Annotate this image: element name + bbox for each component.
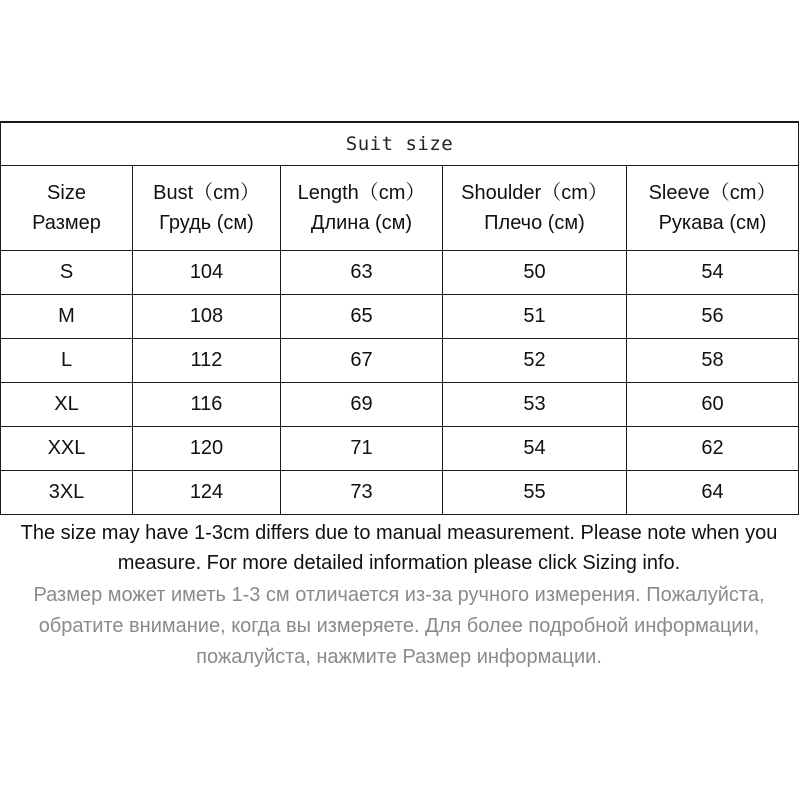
size-cell: 3XL xyxy=(1,471,133,515)
size-cell: XL xyxy=(1,383,133,427)
size-cell: M xyxy=(1,295,133,339)
table-header-row xyxy=(1,166,799,251)
length-cell: 71 xyxy=(281,427,443,471)
header-length xyxy=(281,166,443,251)
sleeve-cell: 56 xyxy=(627,295,799,339)
length-cell: 67 xyxy=(281,339,443,383)
size-cell: S xyxy=(1,251,133,295)
sleeve-cell: 60 xyxy=(627,383,799,427)
bust-cell: 120 xyxy=(133,427,281,471)
header-bust xyxy=(133,166,281,251)
header-bust-ru: Грудь (см) xyxy=(159,212,254,234)
length-cell: 63 xyxy=(281,251,443,295)
table-row xyxy=(1,251,799,295)
note-english: The size may have 1-3cm differs due to manual measurement. Please note when you measure. For more detailed information please click Sizing info. xyxy=(20,522,778,574)
bust-cell: 112 xyxy=(133,339,281,383)
header-length-ru: Длина (см) xyxy=(310,212,413,234)
bust-cell: 124 xyxy=(133,471,281,515)
header-size-ru: Размер xyxy=(32,212,101,234)
shoulder-cell: 52 xyxy=(443,339,627,383)
header-shoulder-en: Shoulder（cm） xyxy=(461,182,608,204)
shoulder-cell: 55 xyxy=(443,471,627,515)
sleeve-cell: 54 xyxy=(627,251,799,295)
shoulder-cell: 54 xyxy=(443,427,627,471)
bust-cell: 108 xyxy=(133,295,281,339)
header-length-en: Length（cm） xyxy=(297,182,426,204)
shoulder-cell: 50 xyxy=(443,251,627,295)
header-shoulder-ru: Плечо (см) xyxy=(484,212,585,234)
length-cell: 73 xyxy=(281,471,443,515)
header-bust-en: Bust（cm） xyxy=(153,182,260,204)
measurement-notes xyxy=(3,518,795,673)
length-cell: 69 xyxy=(281,383,443,427)
shoulder-cell: 53 xyxy=(443,383,627,427)
header-size-en: Size xyxy=(47,182,86,204)
sleeve-cell: 62 xyxy=(627,427,799,471)
table-title: Suit size xyxy=(1,122,799,166)
bust-cell: 104 xyxy=(133,251,281,295)
length-cell: 65 xyxy=(281,295,443,339)
note-russian: Размер может иметь 1-3 см отличается из-за ручного измерения. Пожалуйста, обратите внимание, когда вы измеряете. Для более подробной информации, пожалуйста, нажмите Размер информации. xyxy=(33,584,765,668)
table-title-row xyxy=(1,122,799,166)
table-row xyxy=(1,471,799,515)
shoulder-cell: 51 xyxy=(443,295,627,339)
sleeve-cell: 58 xyxy=(627,339,799,383)
header-sleeve-en: Sleeve（cm） xyxy=(648,182,777,204)
sleeve-cell: 64 xyxy=(627,471,799,515)
header-sleeve xyxy=(627,166,799,251)
table-row xyxy=(1,427,799,471)
table-row xyxy=(1,339,799,383)
size-cell: L xyxy=(1,339,133,383)
header-size xyxy=(1,166,133,251)
bust-cell: 116 xyxy=(133,383,281,427)
size-chart-table xyxy=(0,121,799,515)
header-shoulder xyxy=(443,166,627,251)
table-row xyxy=(1,295,799,339)
table-row xyxy=(1,383,799,427)
size-cell: XXL xyxy=(1,427,133,471)
header-sleeve-ru: Рукава (см) xyxy=(658,212,767,234)
